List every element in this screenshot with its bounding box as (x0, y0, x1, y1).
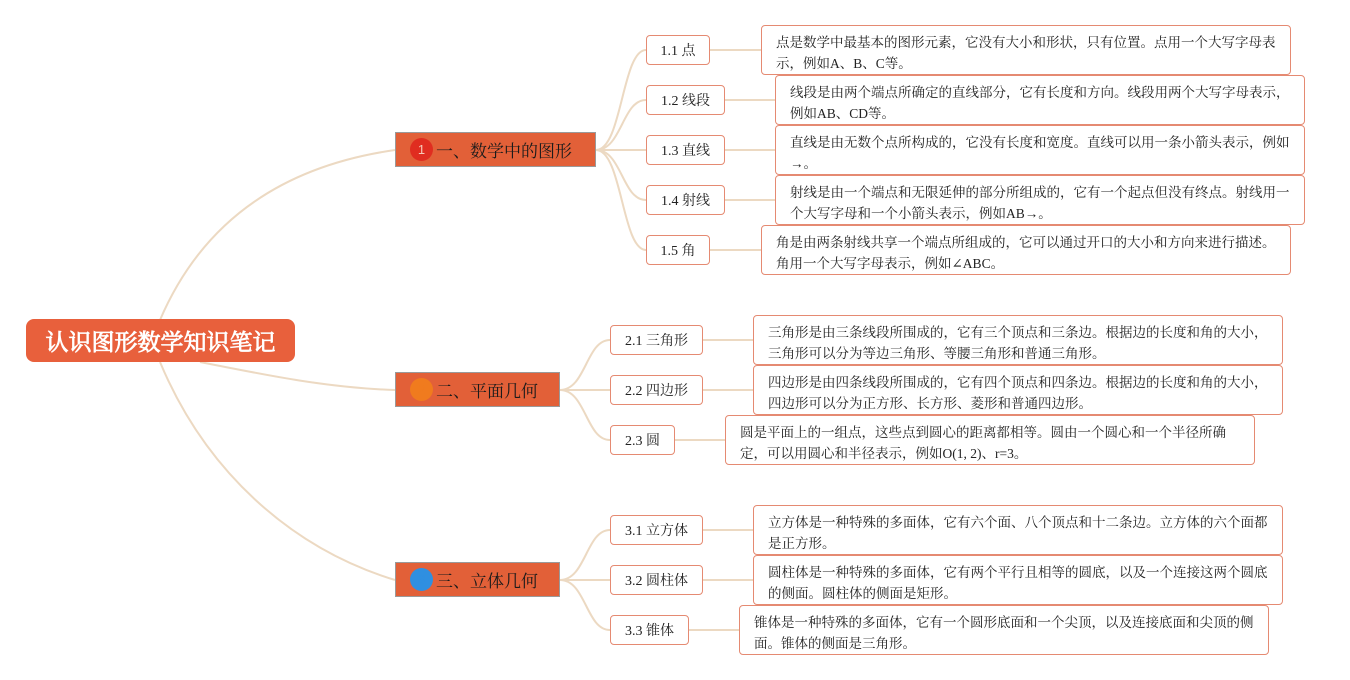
note-3-3[interactable] (739, 605, 1269, 655)
note-3-2[interactable] (753, 555, 1283, 605)
leaf-1-1[interactable] (646, 35, 710, 65)
number-1-icon: 1 (410, 138, 433, 161)
leaf-3-2-label: 3.2 圆柱体 (625, 574, 688, 589)
leaf-2-2[interactable] (610, 375, 703, 405)
leaf-3-3[interactable] (610, 615, 689, 645)
leaf-3-1[interactable] (610, 515, 703, 545)
leaf-1-1-label: 1.1 点 (660, 44, 696, 59)
connector-branch-2-leaf-3 (560, 390, 610, 440)
note-3-1-text: 立方体是一种特殊的多面体，它有六个面、八个顶点和十二条边。立方体的六个面都是正方形。 (768, 515, 1268, 551)
connector-branch-2-leaf-1 (560, 340, 610, 390)
note-3-2-text: 圆柱体是一种特殊的多面体，它有两个平行且相等的圆底，以及一个连接这两个圆底的侧面。圆柱体的侧面是矩形。 (768, 565, 1268, 601)
note-3-3-text: 锥体是一种特殊的多面体，它有一个圆形底面和一个尖顶，以及连接底面和尖顶的侧面。锥体的侧面是三角形。 (754, 615, 1254, 651)
note-2-3-text: 圆是平面上的一组点，这些点到圆心的距离都相等。圆由一个圆心和一个半径所确定，可以用圆心和半径表示，例如O(1, 2)、r=3。 (740, 425, 1226, 461)
leaf-2-1-label: 2.1 三角形 (625, 334, 688, 349)
connector-branch-1-leaf-2 (596, 100, 646, 150)
branch-2-topic[interactable] (395, 372, 560, 407)
root-title: 认识图形数学知识笔记 (45, 330, 276, 356)
note-1-5[interactable] (761, 225, 1291, 275)
branch-1-topic[interactable] (395, 132, 596, 167)
note-1-2-text: 线段是由两个端点所确定的直线部分，它有长度和方向。线段用两个大写字母表示，例如AB、CD等。 (790, 85, 1290, 121)
connector-branch-1-leaf-5 (596, 150, 646, 250)
leaf-1-5[interactable] (646, 235, 710, 265)
branch-3-title: 三、立体几何 (436, 572, 538, 592)
leaf-3-3-label: 3.3 锥体 (625, 624, 674, 639)
leaf-1-4[interactable] (646, 185, 725, 215)
leaf-1-2[interactable] (646, 85, 725, 115)
note-1-2[interactable] (775, 75, 1305, 125)
leaf-3-2[interactable] (610, 565, 703, 595)
leaf-2-3-label: 2.3 圆 (625, 434, 660, 449)
connector-root-branch-1 (160, 150, 395, 320)
leaf-2-1[interactable] (610, 325, 703, 355)
leaf-1-2-label: 1.2 线段 (661, 94, 710, 109)
leaf-2-3[interactable] (610, 425, 675, 455)
number-3-icon: 3 (410, 568, 433, 591)
leaf-1-3[interactable] (646, 135, 725, 165)
note-1-5-text: 角是由两条射线共享一个端点所组成的，它可以通过开口的大小和方向来进行描述。角用一个大写字母表示，例如∠ABC。 (776, 235, 1276, 271)
connector-root-branch-2 (200, 362, 395, 390)
leaf-1-4-label: 1.4 射线 (661, 194, 710, 209)
connector-branch-3-leaf-3 (560, 580, 610, 630)
number-2-icon: 2 (410, 378, 433, 401)
branch-3-topic[interactable] (395, 562, 560, 597)
note-2-1-text: 三角形是由三条线段所围成的，它有三个顶点和三条边。根据边的长度和角的大小，三角形可以分为等边三角形、等腰三角形和普通三角形。 (768, 325, 1268, 361)
note-1-4[interactable] (775, 175, 1305, 225)
root-topic[interactable] (26, 319, 295, 362)
leaf-2-2-label: 2.2 四边形 (625, 384, 688, 399)
connector-branch-1-leaf-4 (596, 150, 646, 200)
connector-branch-3-leaf-1 (560, 530, 610, 580)
leaf-3-1-label: 3.1 立方体 (625, 524, 688, 539)
note-1-1[interactable] (761, 25, 1291, 75)
note-3-1[interactable] (753, 505, 1283, 555)
note-1-3-text: 直线是由无数个点所构成的，它没有长度和宽度。直线可以用一条小箭头表示，例如→。 (790, 135, 1290, 171)
branch-2-title: 二、平面几何 (436, 382, 538, 402)
note-2-1[interactable] (753, 315, 1283, 365)
connector-root-branch-3 (160, 362, 395, 580)
note-2-3[interactable] (725, 415, 1255, 465)
note-1-1-text: 点是数学中最基本的图形元素，它没有大小和形状，只有位置。点用一个大写字母表示，例如A、B、C等。 (776, 35, 1276, 71)
note-2-2-text: 四边形是由四条线段所围成的，它有四个顶点和四条边。根据边的长度和角的大小，四边形可以分为正方形、长方形、菱形和普通四边形。 (768, 375, 1268, 411)
leaf-1-5-label: 1.5 角 (660, 244, 696, 259)
note-2-2[interactable] (753, 365, 1283, 415)
connector-branch-1-leaf-1 (596, 50, 646, 150)
note-1-3[interactable] (775, 125, 1305, 175)
branch-1-title: 一、数学中的图形 (436, 142, 572, 162)
note-1-4-text: 射线是由一个端点和无限延伸的部分所组成的，它有一个起点但没有终点。射线用一个大写字母和一个小箭头表示，例如AB→。 (790, 185, 1290, 221)
leaf-1-3-label: 1.3 直线 (661, 144, 710, 159)
